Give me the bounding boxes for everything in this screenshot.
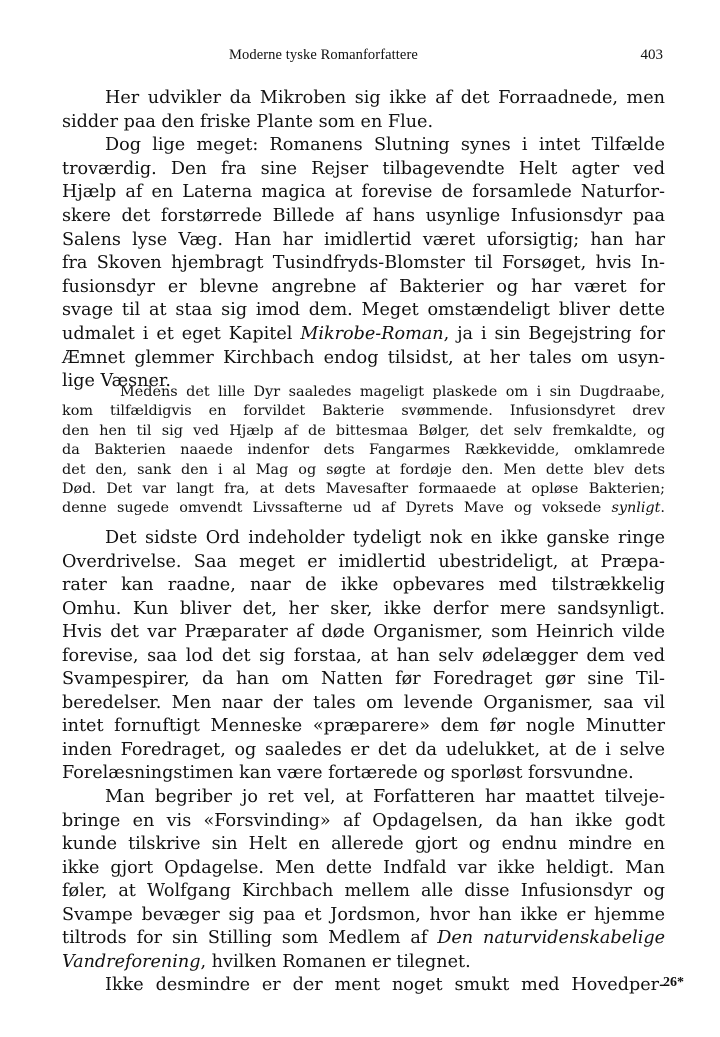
running-title: Moderne tyske Romanforfattere bbox=[229, 47, 418, 63]
text-line: svage til at staa sig imod dem. Meget omstændeligt bliver dette bbox=[62, 300, 665, 321]
block-quote bbox=[62, 383, 665, 519]
text-line: Overdrivelse. Saa meget er imidlertid ubestrideligt, at Præpa- bbox=[62, 551, 665, 572]
quote-line: den hen til sig ved Hjælp af de bittesmaa Bølger, det selv fremkaldte, og bbox=[62, 422, 665, 439]
text-line: ikke gjort Opdagelse. Men dette Indfald var ikke heldigt. Man bbox=[62, 857, 665, 878]
text-line: fusionsdyr er blevne angrebne af Bakterier og har været for bbox=[62, 276, 665, 297]
text-line: Hjælp af en Laterna magica at forevise de forsamlede Naturfor- bbox=[62, 182, 665, 203]
text-segment: udmalet i et eget Kapitel bbox=[62, 323, 301, 344]
text-line: sidder paa den friske Plante som en Flue. bbox=[62, 111, 434, 132]
italic-word: synligt bbox=[611, 500, 661, 517]
text-line: Dog lige meget: Romanens Slutning synes i intet Tilfælde bbox=[105, 135, 665, 156]
italic-title: Mikrobe-Roman bbox=[300, 323, 444, 344]
text-segment: denne sugede omvendt Livssafterne ud af Dyrets Mave og voksede bbox=[62, 500, 612, 517]
text-line: føler, at Wolfgang Kirchbach mellem alle disse Infusionsdyr og bbox=[62, 881, 665, 902]
text-line: Forelæsningstimen kan være fortærede og sporløst forsvundne. bbox=[62, 763, 634, 784]
text-line: bringe en vis «Forsvinding» af Opdagelsen, da han ikke godt bbox=[62, 810, 665, 831]
italic-title: Vandreforening bbox=[62, 951, 201, 972]
quote-line: Død. Det var langt fra, at dets Mavesafter formaaede at opløse Bakterien; bbox=[62, 480, 665, 497]
text-line: Salens lyse Væg. Han har imidlertid været uforsigtig; han har bbox=[62, 229, 665, 250]
text-line: Man begriber jo ret vel, at Forfatteren har maattet tilveje- bbox=[105, 787, 665, 808]
running-head bbox=[62, 47, 665, 69]
text-line: Svampespirer, da han om Natten før Foredraget gør sine Til- bbox=[62, 669, 665, 690]
text-line: troværdig. Den fra sine Rejser tilbagevendte Helt agter ved bbox=[62, 158, 665, 179]
text-line: Æmnet glemmer Kirchbach endog tilsidst, at her tales om usyn- bbox=[62, 347, 665, 368]
quote-line bbox=[62, 499, 665, 518]
text-line: Omhu. Kun bliver det, her sker, ikke derfor mere sandsynligt. bbox=[62, 598, 665, 619]
text-line: Det sidste Ord indeholder tydeligt nok en ikke ganske ringe bbox=[105, 528, 665, 548]
text-line: lige Væsner. bbox=[62, 371, 171, 392]
quote-line: det den, sank den i al Mag og søgte at fordøje den. Men dette blev dets bbox=[62, 461, 665, 478]
page-number: 403 bbox=[640, 47, 663, 63]
text-line bbox=[62, 927, 665, 951]
text-segment: tiltrods for sin Stilling som Medlem af bbox=[62, 928, 438, 949]
text-segment: , ja i sin Begejstring for bbox=[443, 323, 665, 344]
text-line: beredelser. Men naar der tales om levende Organismer, saa vil bbox=[62, 692, 665, 713]
text-line: Her udvikler da Mikroben sig ikke af det Forraadnede, men bbox=[105, 88, 665, 108]
text-line: Ikke desmindre er der ment noget smukt med Hovedper- bbox=[105, 975, 665, 996]
quote-line: da Bakterien naaede indenfor dets Fangarmes Rækkevidde, omklamrede bbox=[62, 442, 665, 459]
quote-line: kom tilfældigvis en forvildet Bakterie svømmende. Infusionsdyret drev bbox=[62, 403, 665, 420]
text-line: inden Foredraget, og saaledes er det da udelukket, at de i selve bbox=[62, 739, 665, 760]
paragraph-block-1 bbox=[62, 87, 665, 394]
paragraph-block-2 bbox=[62, 527, 665, 998]
text-line: intet fornuftigt Menneske «præparere» dem før nogle Minutter bbox=[62, 716, 665, 737]
text-line bbox=[62, 951, 665, 975]
text-line bbox=[62, 323, 665, 347]
text-line: fra Skoven hjembragt Tusindfryds-Blomster til Forsøget, hvis In- bbox=[62, 253, 665, 274]
text-line: rater kan raadne, naar de ikke opbevares med tilstrækkelig bbox=[62, 575, 665, 596]
text-line: skere det forstørrede Billede af hans usynlige Infusionsdyr paa bbox=[62, 205, 665, 226]
text-segment: , hvilken Romanen er tilegnet. bbox=[200, 951, 471, 972]
text-line: forevise, saa lod det sig forstaa, at han selv ødelægger dem ved bbox=[62, 645, 665, 666]
italic-title: Den naturvidenskabelige bbox=[437, 928, 665, 949]
quote-line: Medens det lille Dyr saaledes mageligt plaskede om i sin Dugdraabe, bbox=[120, 384, 665, 400]
signature-mark: 26* bbox=[663, 975, 684, 990]
text-line: kunde tilskrive sin Helt en allerede gjort og endnu mindre en bbox=[62, 834, 665, 855]
text-line: Svampe bevæger sig paa et Jordsmon, hvor han ikke er hjemme bbox=[62, 904, 665, 925]
text-line: Hvis det var Præparater af døde Organismer, som Heinrich vilde bbox=[62, 622, 665, 643]
text-segment: . bbox=[660, 500, 665, 517]
